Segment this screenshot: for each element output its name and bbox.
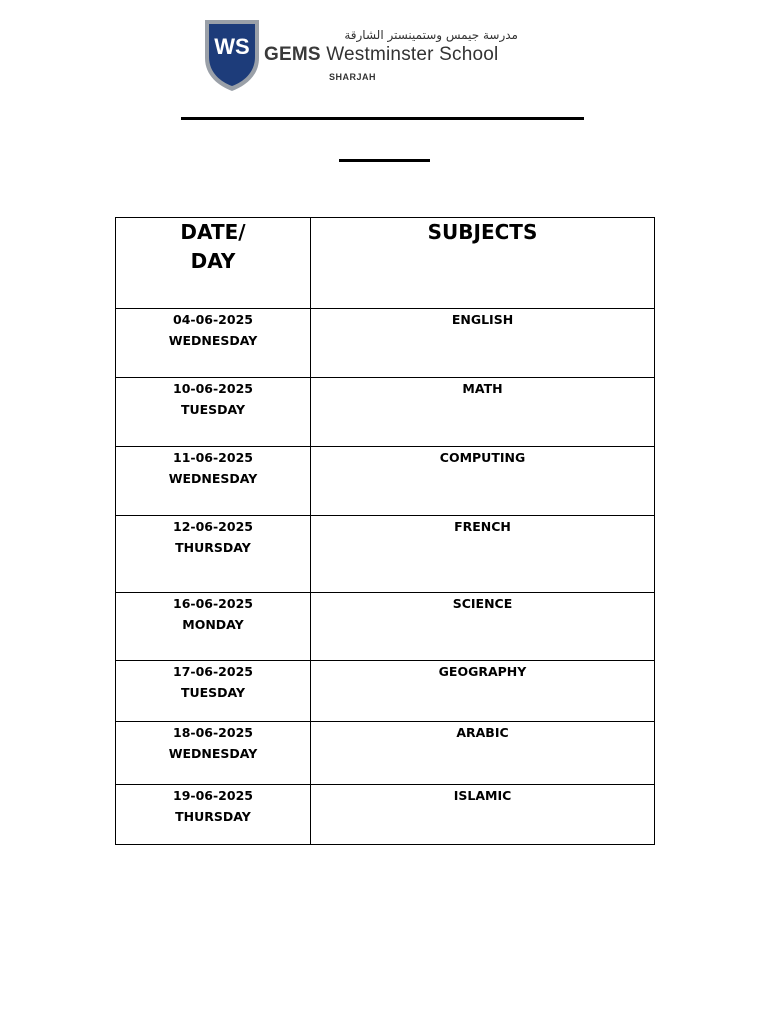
exam-date: 19-06-2025: [173, 788, 253, 803]
date-cell: [116, 661, 311, 722]
table-header-row: [116, 218, 655, 309]
table-row: [116, 661, 655, 722]
school-name: [264, 44, 498, 66]
table-row: [116, 309, 655, 378]
exam-date: 10-06-2025: [173, 381, 253, 396]
exam-date: 12-06-2025: [173, 519, 253, 534]
exam-day: THURSDAY: [175, 540, 251, 555]
exam-day: THURSDAY: [175, 809, 251, 824]
subject-cell: FRENCH: [311, 516, 655, 593]
school-brand: GEMS: [264, 44, 321, 65]
school-logo: [203, 18, 523, 94]
date-day-header: [116, 218, 311, 309]
table-row: [116, 593, 655, 661]
table-row: [116, 785, 655, 845]
date-cell: [116, 447, 311, 516]
exam-date: 11-06-2025: [173, 450, 253, 465]
table-row: [116, 378, 655, 447]
subject-cell: SCIENCE: [311, 593, 655, 661]
subject-cell: GEOGRAPHY: [311, 661, 655, 722]
subject-cell: ENGLISH: [311, 309, 655, 378]
table-row: [116, 722, 655, 785]
date-cell: [116, 593, 311, 661]
date-header-line: DATE/: [180, 220, 246, 244]
date-cell: [116, 378, 311, 447]
exam-date: 18-06-2025: [173, 725, 253, 740]
date-cell: [116, 309, 311, 378]
table-row: [116, 447, 655, 516]
exam-day: WEDNESDAY: [168, 746, 258, 761]
title-underline-short: [339, 159, 430, 162]
exam-date: 17-06-2025: [173, 664, 253, 679]
date-cell: [116, 785, 311, 845]
school-city: SHARJAH: [329, 72, 377, 82]
exam-timetable: [115, 217, 655, 845]
exam-day: WEDNESDAY: [168, 333, 258, 348]
exam-day: TUESDAY: [180, 685, 246, 700]
date-cell: [116, 516, 311, 593]
title-underline-long: [181, 117, 584, 120]
day-header-line: DAY: [190, 249, 236, 273]
shield-monogram: WS: [214, 34, 250, 59]
table-row: [116, 516, 655, 593]
subject-cell: ARABIC: [311, 722, 655, 785]
subject-cell: MATH: [311, 378, 655, 447]
subject-cell: COMPUTING: [311, 447, 655, 516]
school-shield-icon: [203, 18, 261, 92]
exam-date: 16-06-2025: [173, 596, 253, 611]
subject-cell: ISLAMIC: [311, 785, 655, 845]
subjects-header: SUBJECTS: [311, 218, 655, 309]
exam-date: 04-06-2025: [173, 312, 253, 327]
school-name-text: Westminster School: [326, 44, 499, 65]
exam-day: MONDAY: [182, 617, 244, 632]
exam-day: WEDNESDAY: [168, 471, 258, 486]
date-cell: [116, 722, 311, 785]
school-name-arabic: مدرسة جيمس وستمينستر الشارقة: [344, 28, 518, 42]
exam-day: TUESDAY: [180, 402, 246, 417]
